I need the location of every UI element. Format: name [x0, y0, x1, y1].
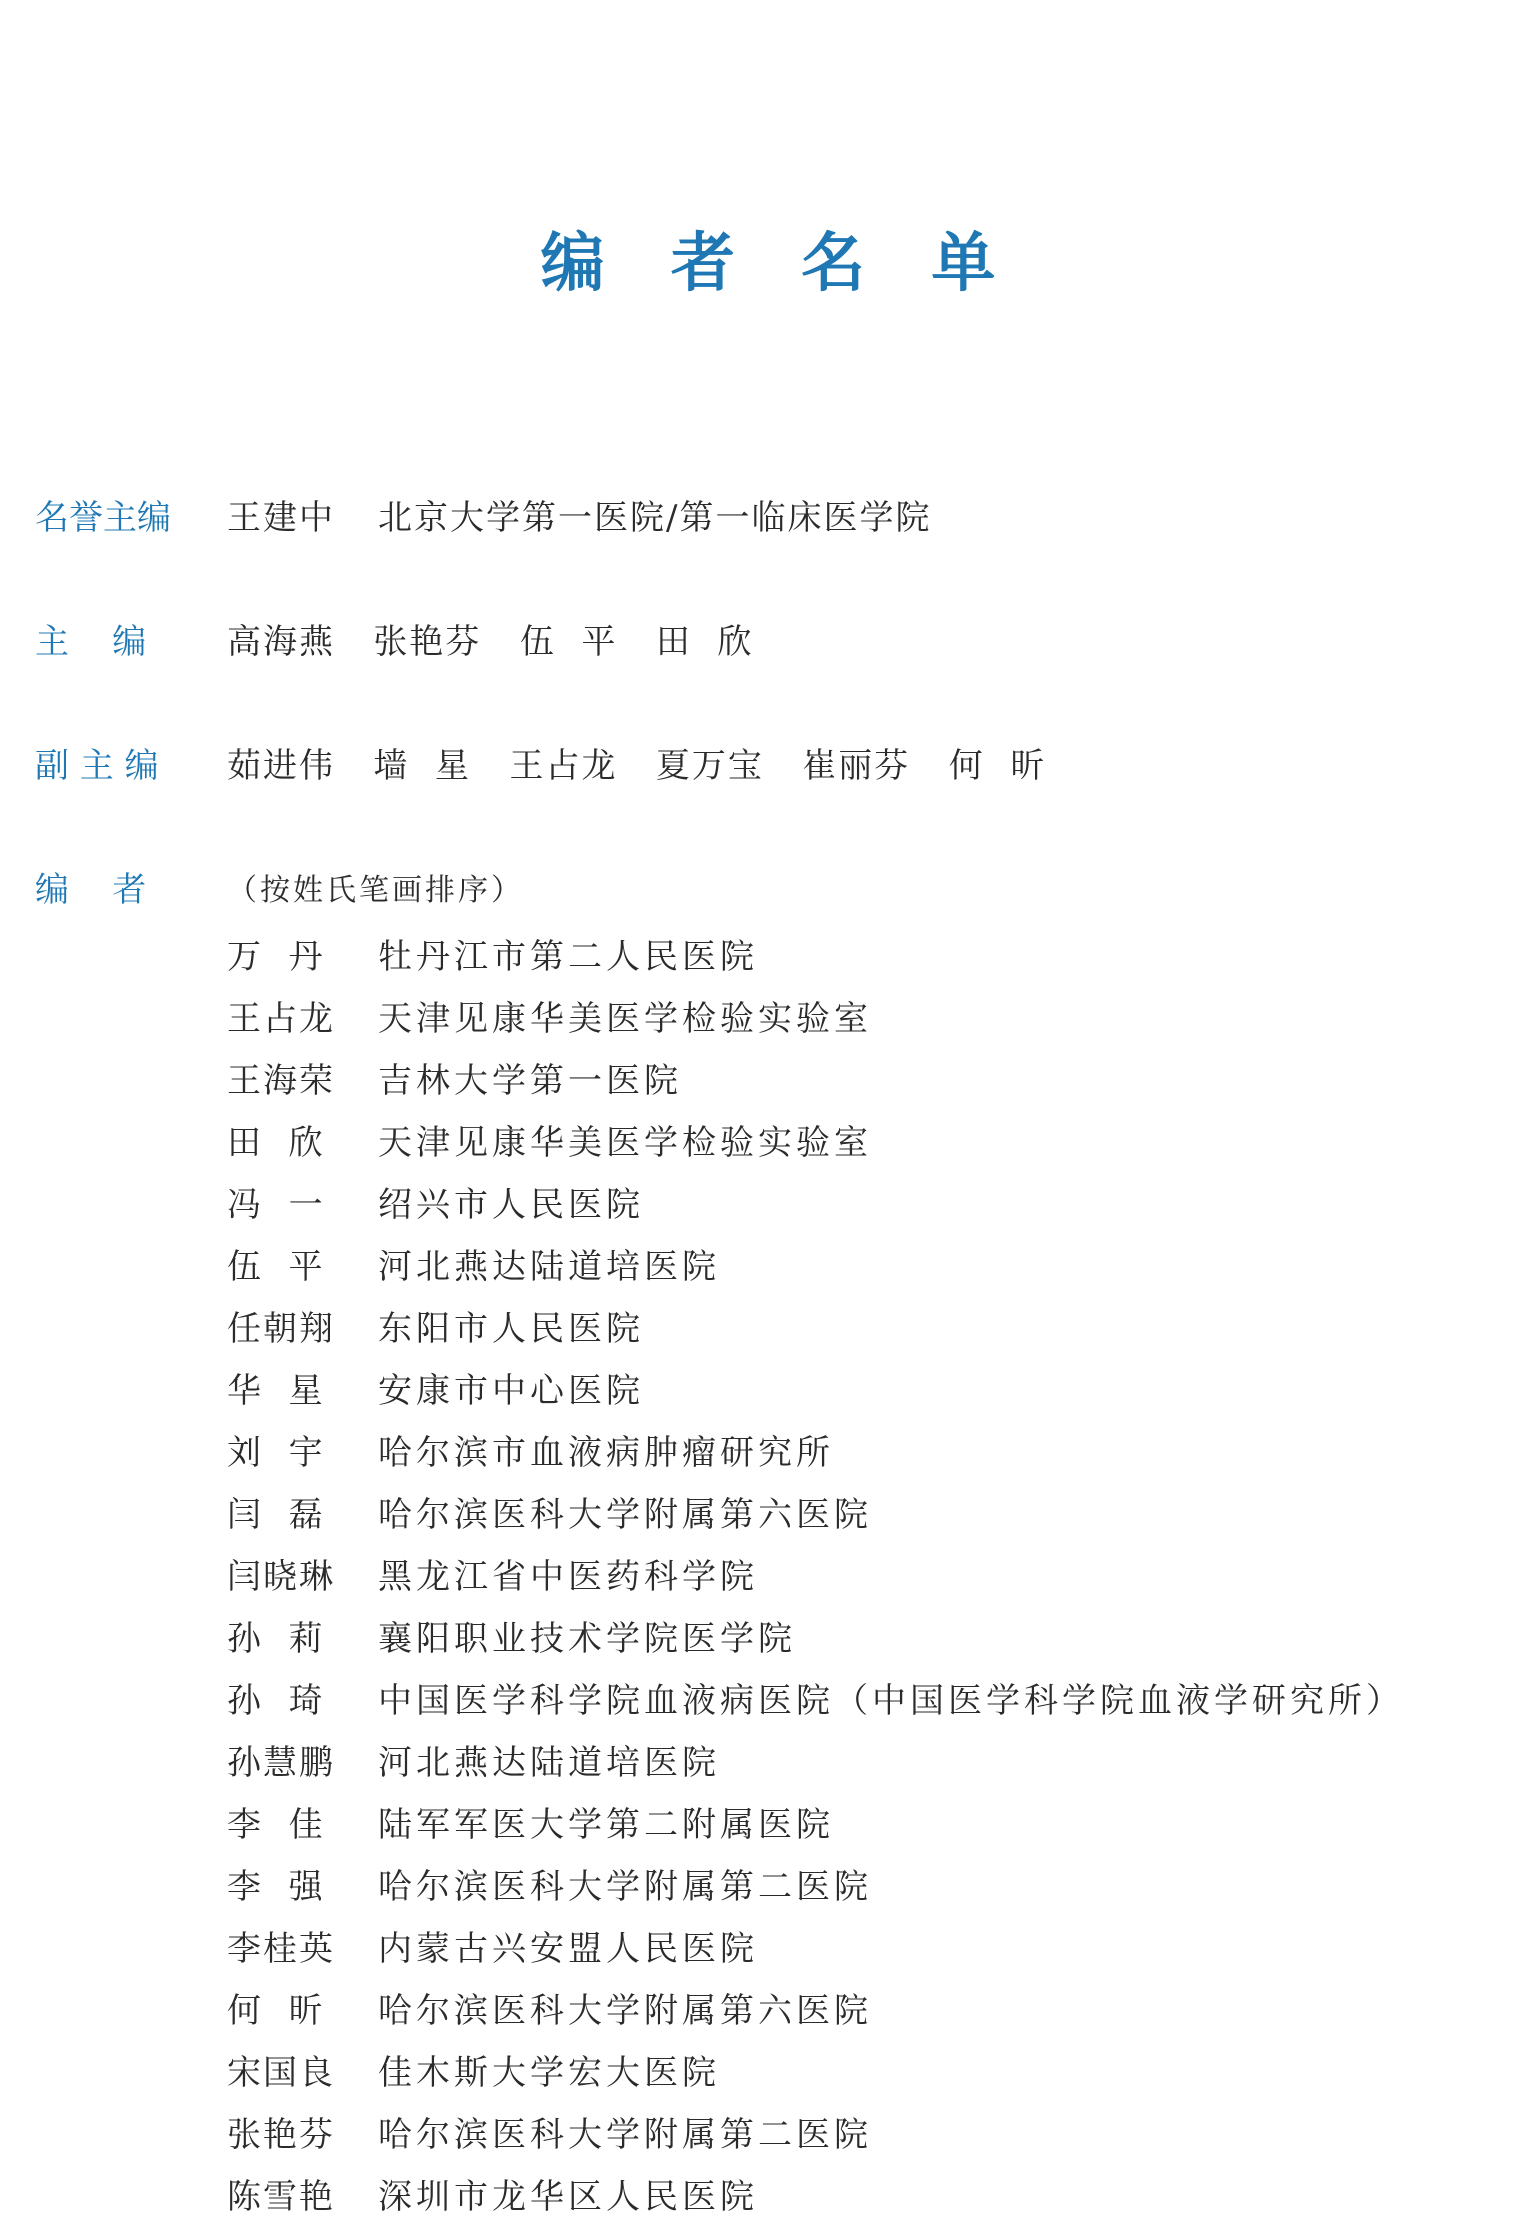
honorary-editor-name: 王建中	[227, 498, 335, 538]
editor-affiliation: 牡丹江市第二人民医院	[378, 936, 758, 977]
editor-row	[227, 1418, 1527, 1480]
editors-role: 编 者	[35, 870, 147, 910]
editor-row	[227, 1728, 1527, 1790]
editor-affiliation: 黑龙江省中医药科学院	[378, 1556, 758, 1597]
editor-row	[227, 1790, 1527, 1852]
editor-affiliation: 天津见康华美医学检验实验室	[378, 1122, 872, 1163]
editor-affiliation: 内蒙古兴安盟人民医院	[378, 1928, 758, 1969]
editor-row	[227, 1914, 1527, 1976]
chief-editor-role: 主 编	[35, 622, 147, 662]
editor-name: 任朝翔	[227, 1308, 335, 1349]
editor-name: 闫 磊	[227, 1494, 325, 1535]
editor-row	[227, 1046, 1527, 1108]
editor-affiliation: 哈尔滨市血液病肿瘤研究所	[378, 1432, 834, 1473]
honorary-editor-affiliation: 北京大学第一医院/第一临床医学院	[378, 498, 932, 538]
editor-affiliation: 佳木斯大学宏大医院	[378, 2052, 720, 2093]
editor-affiliation: 东阳市人民医院	[378, 1308, 644, 1349]
editor-affiliation: 哈尔滨医科大学附属第六医院	[378, 1494, 872, 1535]
editor-row	[227, 1170, 1527, 1232]
editor-row	[227, 1976, 1527, 2038]
editor-name: 华 星	[227, 1370, 325, 1411]
editor-affiliation: 河北燕达陆道培医院	[378, 1246, 720, 1287]
editor-name: 孙 莉	[227, 1618, 325, 1659]
editors-sort-note: （按姓氏笔画排序）	[227, 873, 524, 908]
editor-name: 刘 宇	[227, 1432, 325, 1473]
editor-row	[227, 1604, 1527, 1666]
editor-name: 万 丹	[227, 936, 325, 977]
editor-row	[227, 1294, 1527, 1356]
editor-name: 王占龙	[227, 998, 335, 1039]
editor-row	[227, 1852, 1527, 1914]
editor-row	[227, 2038, 1527, 2100]
editor-row	[227, 1666, 1527, 1728]
editor-affiliation: 吉林大学第一医院	[378, 1060, 682, 1101]
editor-name: 李 强	[227, 1866, 325, 1907]
editor-name: 伍 平	[227, 1246, 325, 1287]
editor-name: 李桂英	[227, 1928, 335, 1969]
honorary-editor-role: 名誉主编	[35, 498, 171, 538]
editor-row	[227, 922, 1527, 984]
editor-name: 陈雪艳	[227, 2176, 335, 2217]
page-title: 编 者 名 单	[540, 226, 1018, 301]
editor-affiliation: 襄阳职业技术学院医学院	[378, 1618, 796, 1659]
editor-name: 孙慧鹏	[227, 1742, 335, 1783]
editor-affiliation: 哈尔滨医科大学附属第二医院	[378, 1866, 872, 1907]
editor-affiliation: 哈尔滨医科大学附属第二医院	[378, 2114, 872, 2155]
editor-name: 冯 一	[227, 1184, 325, 1225]
editor-row	[227, 2100, 1527, 2162]
editor-affiliation: 天津见康华美医学检验实验室	[378, 998, 872, 1039]
editor-name: 闫晓琳	[227, 1556, 335, 1597]
editor-row	[227, 1108, 1527, 1170]
editor-affiliation: 安康市中心医院	[378, 1370, 644, 1411]
editor-name: 孙 琦	[227, 1680, 325, 1721]
editor-row	[227, 1356, 1527, 1418]
editor-affiliation: 陆军军医大学第二附属医院	[378, 1804, 834, 1845]
editor-name: 田 欣	[227, 1122, 325, 1163]
chief-editor-names: 高海燕 张艳芬 伍 平 田 欣	[227, 622, 754, 662]
editor-affiliation: 绍兴市人民医院	[378, 1184, 644, 1225]
deputy-editor-names: 茹进伟 墙 星 王占龙 夏万宝 崔丽芬 何 昕	[227, 746, 1047, 786]
editor-name: 张艳芬	[227, 2114, 335, 2155]
editor-row	[227, 2162, 1527, 2224]
editor-name: 李 佳	[227, 1804, 325, 1845]
deputy-editor-role: 副 主 编	[35, 746, 159, 786]
editor-name: 王海荣	[227, 1060, 335, 1101]
editor-affiliation: 中国医学科学院血液病医院（中国医学科学院血液学研究所）	[378, 1680, 1404, 1721]
editor-name: 何 昕	[227, 1990, 325, 2031]
editor-affiliation: 深圳市龙华区人民医院	[378, 2176, 758, 2217]
editor-row	[227, 984, 1527, 1046]
editor-affiliation: 哈尔滨医科大学附属第六医院	[378, 1990, 872, 2031]
editor-list	[227, 922, 1527, 2224]
editor-affiliation: 河北燕达陆道培医院	[378, 1742, 720, 1783]
editor-row	[227, 1232, 1527, 1294]
editor-name: 宋国良	[227, 2052, 335, 2093]
editor-row	[227, 1542, 1527, 1604]
editor-row	[227, 1480, 1527, 1542]
